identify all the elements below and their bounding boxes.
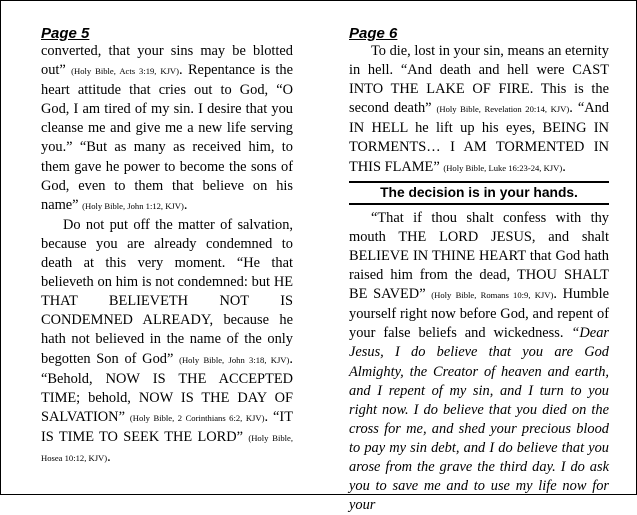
citation: (Holy Bible, John 3:18, KJV) (179, 354, 290, 365)
page-title: Page 6 (349, 25, 398, 42)
text-run: . (562, 158, 566, 175)
citation: (Holy Bible, Hosea 10:12, KJV) (41, 432, 293, 463)
paragraph (349, 42, 609, 178)
text-run: converted, that your sins may be blotted out” (41, 43, 293, 79)
prayer-text: “Dear Jesus, I do believe that you are God Almighty, the Creator of heaven and earth, and I repent of my sin, and I turn to you right now. I do believe that you died on the cross for me, and shed your precious blood to pay my sin debt, and I do believe that you arose from the grave the third day. I do ask you to save me and to use my life now for your (349, 325, 609, 514)
text-run: Do not put off the matter of salvation, because you are already condemned to death at this very moment. “He that believeth on him is not condemned: but HE THAT BELIEVETH NOT IS CONDEMNED ALREADY, because he hath not believed in the name of the only begotten Son of God” (41, 216, 293, 367)
citation: (Holy Bible, Luke 16:23-24, KJV) (443, 162, 563, 173)
text-run: . “Behold, NOW IS THE ACCEPTED TIME; behold, NOW IS THE DAY OF SALVATION” (41, 350, 293, 425)
page-title: Page 5 (41, 25, 90, 42)
page-6 (349, 25, 609, 515)
citation: (Holy Bible, Romans 10:9, KJV) (431, 290, 554, 301)
paragraph (41, 216, 293, 468)
citation: (Holy Bible, John 1:12, KJV) (82, 200, 184, 211)
text-run: . (183, 196, 188, 213)
page-5 (41, 25, 293, 468)
paragraph (349, 209, 609, 515)
banner-text: The decision is in your hands. (380, 184, 578, 200)
text-run: . Repentance is the heart attitude that cries out to God, “O God, I am tired of my sin. I desire that you cleanse me and give me a new life serving you.” “But as many as received him, to them gave he power to become the sons of God, even to them that believe on his name” (41, 62, 293, 213)
text-run: To die, lost in your sin, means an eternity in hell. “And death and hell were CAST INTO THE LAKE OF FIRE. This is the second death” (349, 43, 609, 117)
text-run: . “And IN HELL he lift up his eyes, BEING IN TORMENTS… I AM TORMENTED IN THIS FLAME” (349, 100, 609, 175)
citation: (Holy Bible, 2 Corinthians 6:2, KJV) (129, 412, 265, 423)
citation: (Holy Bible, Acts 3:19, KJV) (71, 66, 179, 77)
text-run: . “IT IS TIME TO SEEK THE LORD” (41, 408, 293, 445)
paragraph (41, 42, 293, 216)
citation: (Holy Bible, Revelation 20:14, KJV) (436, 104, 570, 115)
text-run: . Humble yourself right now before God, and repent of your false beliefs and wickedness. (349, 286, 610, 342)
text-run: . (107, 448, 111, 465)
decision-banner (349, 181, 609, 205)
text-run: “That if thou shalt confess with thy mouth THE LORD JESUS, and shalt BELIEVE IN THINE HEART that God hath raised him from the dead, THOU SHALT BE SAVED” (349, 209, 609, 303)
